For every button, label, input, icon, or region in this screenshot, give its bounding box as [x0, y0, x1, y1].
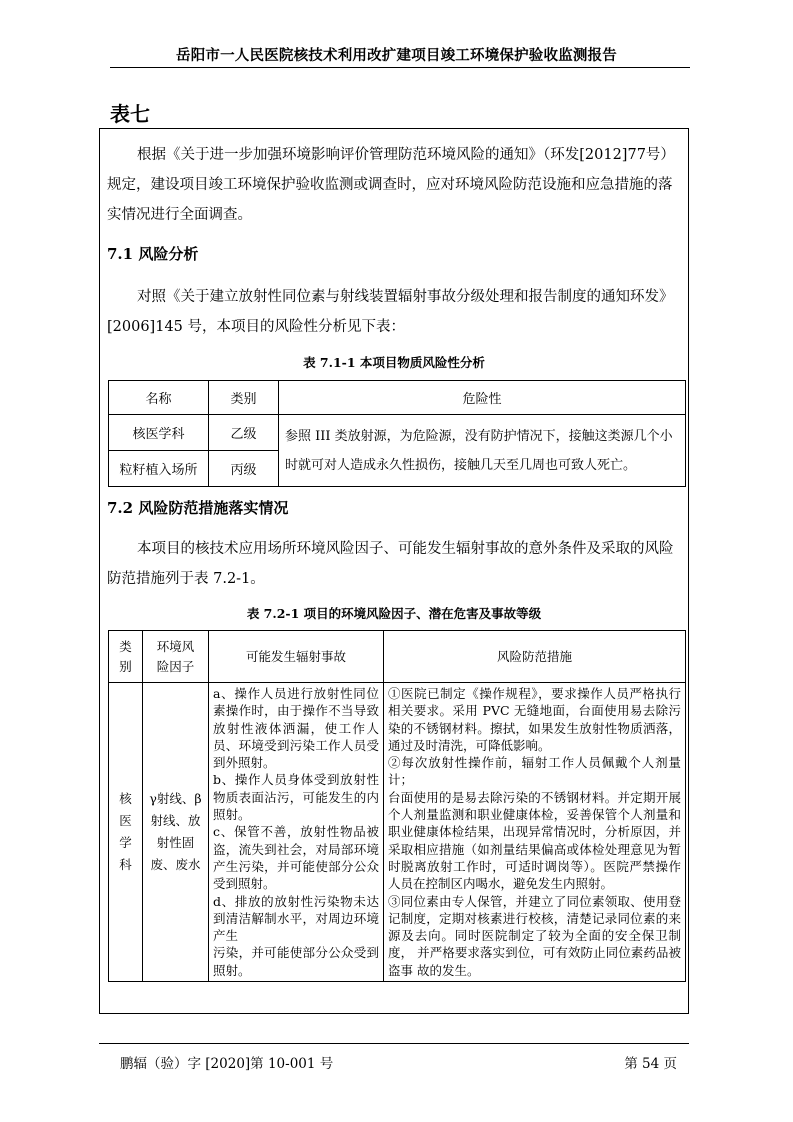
table-7-2-1-title: 表 7.2-1 项目的环境风险因子、潜在危害及事故等级 [246, 606, 542, 621]
accident-list [209, 683, 384, 982]
footer-divider [99, 1043, 689, 1044]
report-header-title: 岳阳市一人民医院核技术利用改扩建项目竣工环境保护验收监测报告 [176, 47, 617, 64]
table-row [109, 415, 686, 451]
section-label: 表七 [110, 102, 150, 126]
col-header-accident: 可能发生辐射事故 [209, 631, 384, 683]
row-name: 核医学科 [109, 415, 209, 451]
col-header-name: 名称 [109, 381, 209, 415]
intro-paragraph: 根据《关于进一步加强环境影响评价管理防范环境风险的通知》（环发[2012]77号）规定，建设项目竣工环境保护验收监测或调查时，应对环境风险防范设施和应急措施的落实情况进行全面调查。 [107, 147, 675, 223]
header-divider [110, 67, 690, 68]
risk-factor-table [108, 630, 686, 982]
material-risk-table [108, 380, 686, 487]
section-7-2-heading: 7.2 风险防范措施落实情况 [107, 499, 289, 517]
accident-item-c: c、保管不善，放射性物品被盗，流失到社会，对局部环境产生污染，并可能使部分公众受到照射。 [213, 824, 379, 892]
accident-item-a: a、操作人员进行放射性同位素操作时，由于操作不当导致放射性液体洒漏，使工作人员、环境受到污染工作人员受到外照射。 [213, 686, 379, 771]
col-header-category: 类 别 [109, 631, 143, 683]
col-header-risk-factor: 环境风 险因子 [143, 631, 209, 683]
section-7-1-heading: 7.1 风险分析 [107, 245, 199, 263]
page-number: 第 54 页 [624, 1056, 677, 1072]
row-risk-factor: γ射线、β射线、放射性固废、废水 [143, 683, 209, 982]
row-category: 乙级 [209, 415, 279, 451]
report-number: 鹏辐（验）字 [2020]第 10-001 号 [120, 1056, 334, 1072]
measure-item-2: ②每次放射性操作前，辐射工作人员佩戴个人剂量计； [388, 755, 681, 788]
measure-item-1: ①医院已制定《操作规程》，要求操作人员严格执行相关要求。采用 PVC 无缝地面，台面使用易去除污染的不锈钢材料。擦拭，如果发生放射性物质洒落，通过及时清洗，可降低影响。 [388, 686, 681, 753]
measure-item-2-cont: 台面使用的是易去除污染的不锈钢材料。并定期开展个人剂量监测和职业健康体检，妥善保管个人剂量和职业健康体检结果，出现异常情况时，分析原因，并采取相应措施（如剂量结果偏高或体检处理意见为暂时脱离放射工作时，可适时调岗等）。医院严禁操作人员在控制区内喝水，避免发生内照射。 [388, 789, 681, 892]
col-header-hazard: 危险性 [279, 381, 686, 415]
accident-item-d: d、排放的放射性污染物未达到清洁解制水平，对周边环境产生 [213, 893, 379, 944]
hazard-description: 参照 III 类放射源，为危险源，没有防护情况下，接触这类源几个小时就可对人造成永久性损伤，接触几天至几周也可致人死亡。 [279, 415, 686, 487]
table-row [109, 683, 686, 982]
table-7-1-1-title: 表 7.1-1 本项目物质风险性分析 [303, 355, 485, 370]
table-header-row [109, 631, 686, 683]
col-header-measures: 风险防范措施 [384, 631, 686, 683]
section-7-2-paragraph: 本项目的核技术应用场所环境风险因子、可能发生辐射事故的意外条件及采取的风险防范措施列于表 7.2-1。 [107, 541, 674, 587]
row-category: 丙级 [209, 451, 279, 487]
accident-item-b: b、操作人员身体受到放射性物质表面沾污，可能发生的内照射。 [213, 772, 379, 823]
measure-item-3: ③同位素由专人保管，并建立了同位素领取、使用登 记制度，定期对核素进行校核，清楚记录同位素的来 源及去向。同时医院制定了较为全面的安全保卫制度， 并严格要求落实到位，可有效防止同位素药品被盗事 故的发生。 [388, 893, 681, 978]
section-7-1-paragraph: 对照《关于建立放射性同位素与射线装置辐射事故分级处理和报告制度的通知环发》[2006]145 号，本项目的风险性分析见下表： [107, 289, 674, 335]
measures-list [384, 683, 686, 982]
row-category: 核 医 学 科 [109, 683, 143, 982]
row-name: 粒籽植入场所 [109, 451, 209, 487]
accident-item-d-cont: 污染，并可能使部分公众受到照射。 [213, 945, 379, 978]
col-header-category: 类别 [209, 381, 279, 415]
table-header-row [109, 381, 686, 415]
